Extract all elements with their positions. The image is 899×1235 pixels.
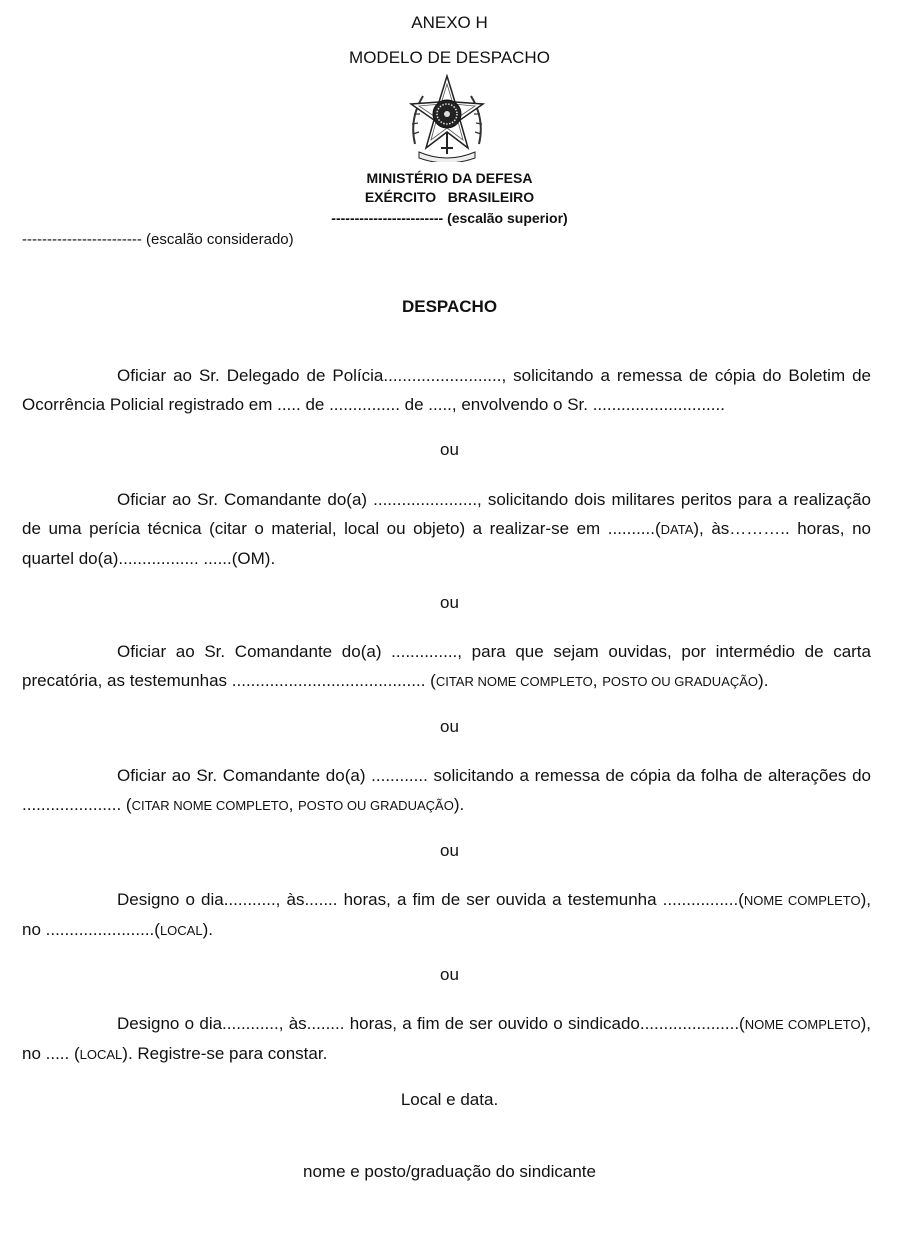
placeholder-posto: POSTO OU GRADUAÇÃO [602,674,759,689]
paragraph-text: ). Registre-se para constar. [122,1044,328,1063]
paragraph-text: Oficiar ao Sr. Comandante do(a) ............ solicitando a remessa de cópia da folha de alterações do ..................... ( [22,766,871,814]
paragraph-text: , [592,671,603,690]
paragraph-text: ), às……….. horas, no quartel do(a)................. ......(OM). [22,519,871,568]
superior-echelon: ------------------------ (escalão superior) [331,210,568,226]
paragraph-text: Designo o dia..........., às....... horas, a fim de ser ouvida a testemunha ................( [117,890,744,909]
placeholder-nome: CITAR NOME COMPLETO [131,798,289,813]
placeholder-nome: CITAR NOME COMPLETO [435,674,593,689]
model-title: MODELO DE DESPACHO [349,48,550,67]
separator-ou: ou [440,965,459,984]
signature-line: nome e posto/graduação do sindicante [303,1162,596,1181]
coat-of-arms-emblem [405,74,489,162]
paragraph-carta-precatoria [22,637,871,696]
separator-ou: ou [440,717,459,736]
paragraph-text: ). [202,920,213,939]
paragraph-delegado [22,361,871,419]
paragraph-text: ). [453,795,465,814]
paragraph-text: ). [758,671,769,690]
paragraph-text: Oficiar ao Sr. Comandante do(a) .............., para que sejam ouvidas, por intermédio de carta precatória, as testemunhas ......................................... ( [22,642,871,690]
paragraph-text: , [288,795,299,814]
paragraph-text: Oficiar ao Sr. Comandante do(a) ......................, solicitando dois militares peritos para a realização de uma perícia técnica (citar o material, local ou objeto) a realizar-se em ..........( [22,490,871,538]
placeholder-local: LOCAL [79,1047,123,1062]
placeholder-posto: POSTO OU GRADUAÇÃO [298,798,454,813]
paragraph-text: ), no ..... ( [22,1014,871,1063]
separator-ou: ou [440,440,459,459]
place-and-date: Local e data. [400,1090,499,1109]
paragraph-folha-alteracoes [22,761,871,820]
paragraph-sindicado [22,1009,871,1069]
placeholder-nome: NOME COMPLETO [743,893,861,908]
separator-ou: ou [440,841,459,860]
annex-label: ANEXO H [411,13,488,32]
paragraph-testemunha [22,885,871,945]
placeholder-data: DATA [660,522,694,537]
ministry-label: MINISTÉRIO DA DEFESA [366,170,533,186]
paragraph-text: ), no .......................( [22,890,871,939]
document-title: DESPACHO [401,297,498,316]
paragraph-peritos [22,485,871,573]
placeholder-nome: NOME COMPLETO [744,1017,861,1032]
considered-echelon: ------------------------ (escalão considerado) [22,231,294,248]
placeholder-local: LOCAL [159,923,203,938]
paragraph-text: Oficiar ao Sr. Delegado de Polícia........................., solicitando a remessa de cópia do Boletim de Ocorrência Policial registrado em ..... de ............... de ....., envolvendo o Sr. ............................ [22,366,871,414]
separator-ou: ou [440,593,459,612]
army-label: EXÉRCITO BRASILEIRO [364,189,535,205]
paragraph-text: Designo o dia............, às........ horas, a fim de ser ouvido o sindicado.....................( [117,1014,745,1033]
